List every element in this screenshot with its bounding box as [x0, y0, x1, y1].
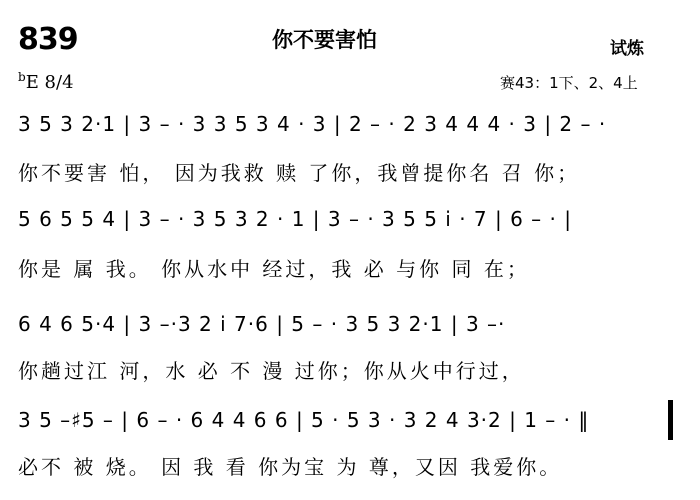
- lyrics-row-3: 你趟过江 河，水 必 不 漫 过你；你从火中行过，: [18, 359, 525, 383]
- notation-row-3: 6 4 6 5·4 | 3 –·3 2 i 7·6 | 5 – · 3 5 3 2·1 | 3 –·: [18, 312, 506, 336]
- flat-symbol: b: [18, 70, 26, 84]
- hymn-category: 试炼: [610, 39, 644, 59]
- hymn-title: 你不要害怕: [272, 28, 377, 52]
- lyrics-row-2: 你是 属 我。 你从水中 经过，我 必 与你 同 在；: [18, 257, 530, 281]
- final-barline: [668, 400, 673, 440]
- lyrics-row-4: 必不 被 烧。 因 我 看 你为宝 为 尊，又因 我爱你。: [18, 455, 563, 479]
- lyrics-row-1: 你不要害 怕， 因为我救 赎 了你，我曾提你名 召 你；: [18, 161, 581, 185]
- scripture-reference: 赛43：1下、2、4上: [500, 74, 638, 92]
- key-and-time: E 8/4: [25, 72, 74, 93]
- notation-row-4: 3 5 –♯5 – | 6 – · 6 4 4 6 6 | 5 · 5 3 · 3 2 4 3·2 | 1 – · ‖: [18, 408, 590, 432]
- notation-row-1: 3 5 3 2·1 | 3 – · 3 3 5 3 4 · 3 | 2 – · 2 3 4 4 4 · 3 | 2 – ·: [18, 112, 607, 136]
- hymn-number: 839: [18, 22, 78, 57]
- notation-row-2: 5 6 5 5 4 | 3 – · 3 5 3 2 · 1 | 3 – · 3 5 5 i · 7 | 6 – · |: [18, 207, 572, 231]
- key-signature: [18, 70, 74, 93]
